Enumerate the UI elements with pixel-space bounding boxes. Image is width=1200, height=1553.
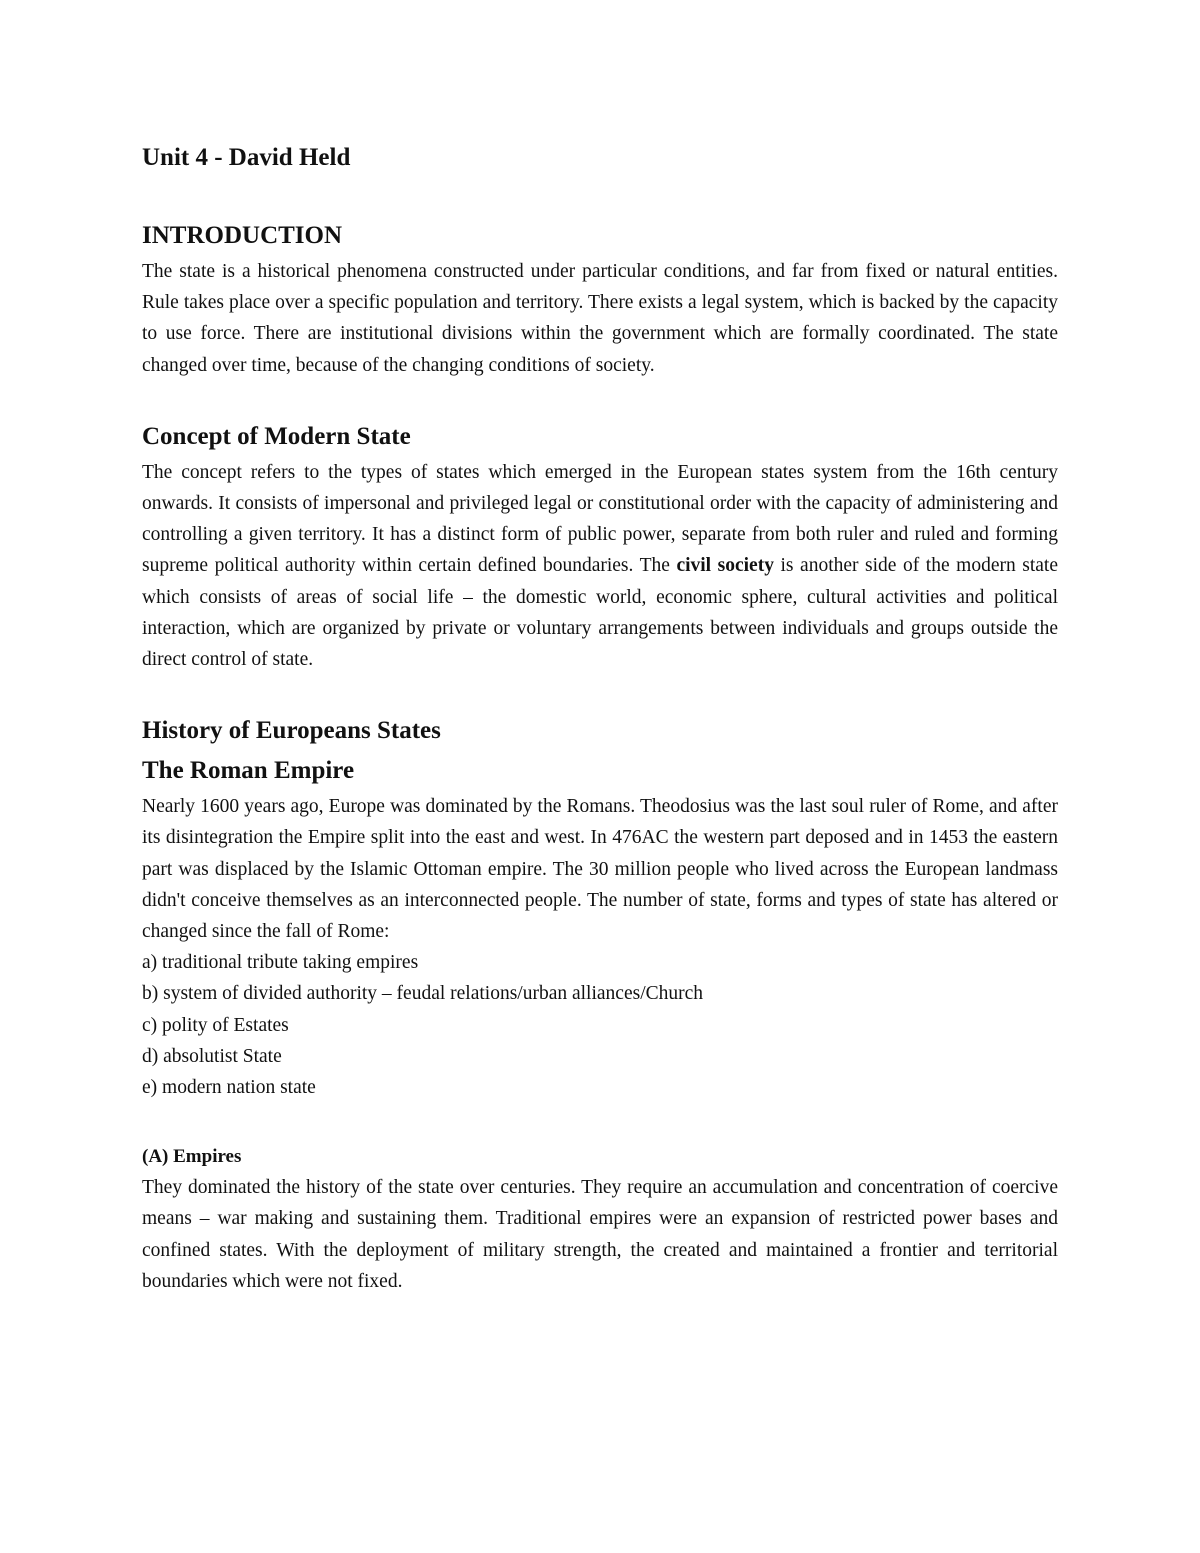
introduction-heading: INTRODUCTION — [142, 222, 343, 249]
list-item: e) modern nation state — [142, 1077, 316, 1099]
state-types-list — [142, 947, 1058, 1103]
modern-state-heading: Concept of Modern State — [142, 422, 411, 450]
list-item: c) polity of Estates — [142, 1014, 289, 1036]
list-item: d) absolutist State — [142, 1045, 282, 1067]
empires-paragraph: They dominated the history of the state over centuries. They require an accumulation and concentration of coercive means – war making and sustaining them. Traditional empires were an expansion of restricted power bases and confined states. With the deployment of military strength, the created and maintained a frontier and territorial boundaries which were not fixed. — [142, 1177, 1058, 1292]
list-item: b) system of divided authority – feudal relations/urban alliances/Church — [142, 983, 704, 1005]
history-heading: History of Europeans States — [142, 717, 441, 745]
roman-empire-heading: The Roman Empire — [142, 757, 355, 785]
civil-society-term: civil society — [676, 555, 774, 577]
document-page — [142, 138, 1058, 1297]
modern-state-paragraph — [142, 457, 1058, 675]
document-title: Unit 4 - David Held — [142, 144, 351, 171]
modern-state-text-before: The concept refers to the types of states which emerged in the European states system from the 16th century onwards. It consists of impersonal and privileged legal or constitutional order with the capacity of administering and controlling a given territory. It has a distinct form of public power, separate from both ruler and ruled and forming supreme political authority within certain defined boundaries. The — [142, 461, 1058, 577]
roman-empire-paragraph: Nearly 1600 years ago, Europe was dominated by the Romans. Theodosius was the last soul ruler of Rome, and after its disintegration the Empire split into the east and west. In 476AC the western part deposed and in 1453 the eastern part was displaced by the Islamic Ottoman empire. The 30 million people who lived across the European landmass didn't conceive themselves as an interconnected people. The number of state, forms and types of state has altered or changed since the fall of Rome: — [142, 796, 1058, 943]
modern-state-text-after: is another side of the modern state which consists of areas of social life – the domestic world, economic sphere, cultural activities and political interaction, which are organized by private or voluntary arrangements between individuals and groups outside the direct control of state. — [142, 555, 1058, 671]
list-item: a) traditional tribute taking empires — [142, 952, 419, 974]
introduction-paragraph: The state is a historical phenomena constructed under particular conditions, and far from fixed or natural entities. Rule takes place over a specific population and territory. There exists a legal system, which is backed by the capacity to use force. There are institutional divisions within the government which are formally coordinated. The state changed over time, because of the changing conditions of society. — [142, 261, 1058, 376]
empires-heading: (A) Empires — [142, 1146, 242, 1168]
